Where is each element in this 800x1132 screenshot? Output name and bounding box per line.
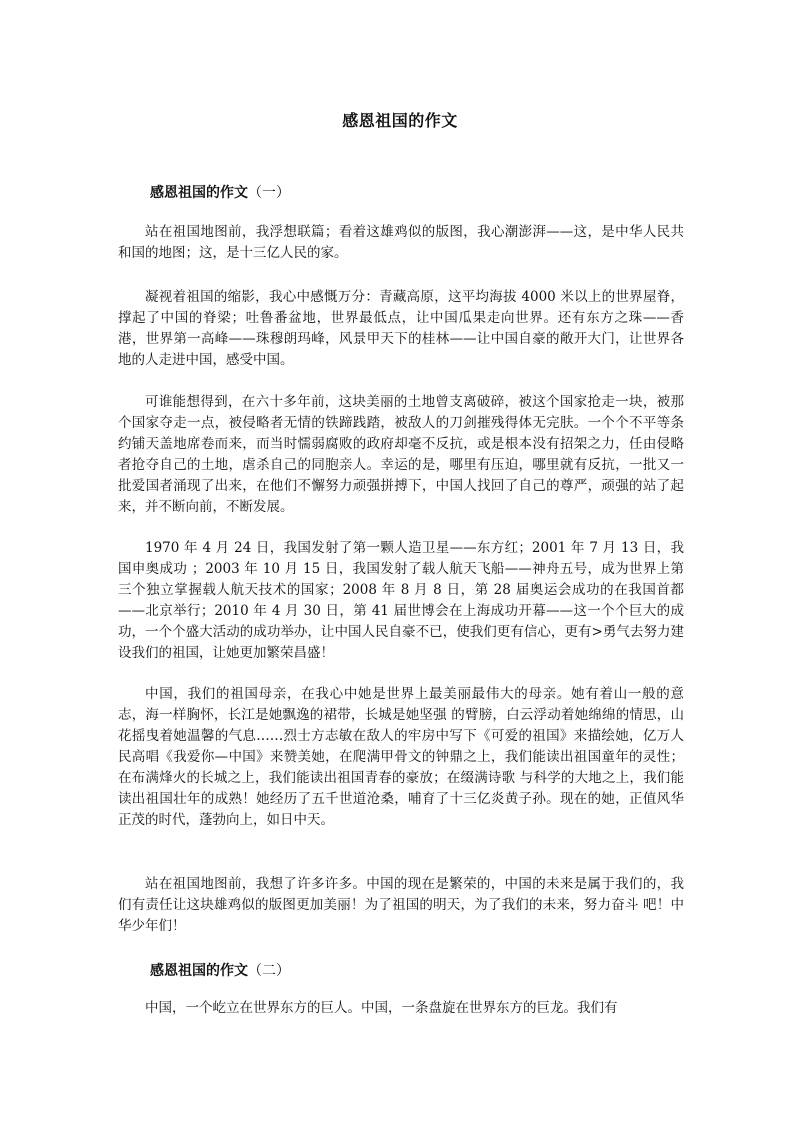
section-heading-2 <box>150 960 290 980</box>
paragraph: 可谁能想得到，在六十多年前，这块美丽的土地曾支离破碎，被这个国家抢走一块，被那个国家夺走一点，被侵略者无情的铁蹄践踏，被敌人的刀剑摧残得体无完肤。一个个不平等条约铺天盖地席卷而来，而当时懦弱腐败的政府却毫不反抗，或是根本没有招架之力，任由侵略者抢夺自己的土地，虐杀自己的同胞亲人。幸运的是，哪里有压迫，哪里就有反抗，一批又一批爱国者涌现了出来，在他们不懈努力顽强拼搏下，中国人找回了自己的尊严，顽强的站了起来，并不断向前，不断发展。 <box>118 394 684 515</box>
section-heading-1 <box>150 182 290 202</box>
paragraph: 1970 年 4 月 24 日，我国发射了第一颗人造卫星——东方红；2001 年 7 月 13 日，我国申奥成功 ；2003 年 10 月 15 日，我国发射了载人航天飞船——神舟五号，成为世界上第三个独立掌握载人航天技术的国家；2008 年 8 月 8 日，第 28 届奥运会成功的在我国首都——北京举行；2010 年 4 月 30 日，第 41 届世博会在上海成功开幕——这一个个巨大的成功，一个个盛大活动的成功举办，让中国人民自豪不已，使我们更有信心，更有>勇气去努力建设我们的祖国，让她更加繁荣昌盛！ <box>118 540 684 661</box>
paragraph: 站在祖国地图前，我想了许多许多。中国的现在是繁荣的，中国的未来是属于我们的，我们有责任让这块雄鸡似的版图更加美丽！为了祖国的明天，为了我们的未来，努力奋斗 吧！中华少年们！ <box>118 876 684 934</box>
document-title: 感恩祖国的作文 <box>342 111 458 130</box>
paragraph: 中国，一个屹立在世界东方的巨人。中国，一条盘旋在世界东方的巨龙。我们有 <box>145 1000 618 1016</box>
section-heading-number: （二） <box>248 963 290 979</box>
paragraph: 凝视着祖国的缩影，我心中感慨万分：青藏高原，这平均海拔 4000 米以上的世界屋脊，撑起了中国的脊梁；吐鲁番盆地，世界最低点，让中国瓜果走向世界。还有东方之珠——香港，世界第一高峰——珠穆朗玛峰，风景甲天下的桂林——让中国自豪的敞开大门，让世界各地的人走进中国，感受中国。 <box>118 289 684 368</box>
section-heading-text: 感恩祖国的作文 <box>150 185 248 201</box>
paragraph: 站在祖国地图前，我浮想联篇；看着这雄鸡似的版图，我心潮澎湃——这，是中华人民共和国的地图；这，是十三亿人民的家。 <box>118 224 684 261</box>
section-heading-number: （一） <box>248 185 290 201</box>
paragraph: 中国，我们的祖国母亲，在我心中她是世界上最美丽最伟大的母亲。她有着山一般的意志，海一样胸怀，长江是她飘逸的裙带，长城是她坚强 的臂膀，白云浮动着她绵绵的情思，山花摇曳着她温馨的气息……烈士方志敏在敌人的牢房中写下《可爱的祖国》来描绘她，亿万人民高唱《我爱你—中国》来赞美她，在爬满甲骨文的钟鼎之上，我们能读出祖国童年的灵性；在布满烽火的长城之上，我们能读出祖国青春的豪放；在缀满诗歌 与科学的大地之上，我们能读出祖国壮年的成熟！她经历了五千世道沧桑，哺育了十三亿炎黄子孙。现在的她，正值风华正茂的时代，蓬勃向上，如日中天。 <box>118 686 684 828</box>
section-heading-text: 感恩祖国的作文 <box>150 963 248 979</box>
